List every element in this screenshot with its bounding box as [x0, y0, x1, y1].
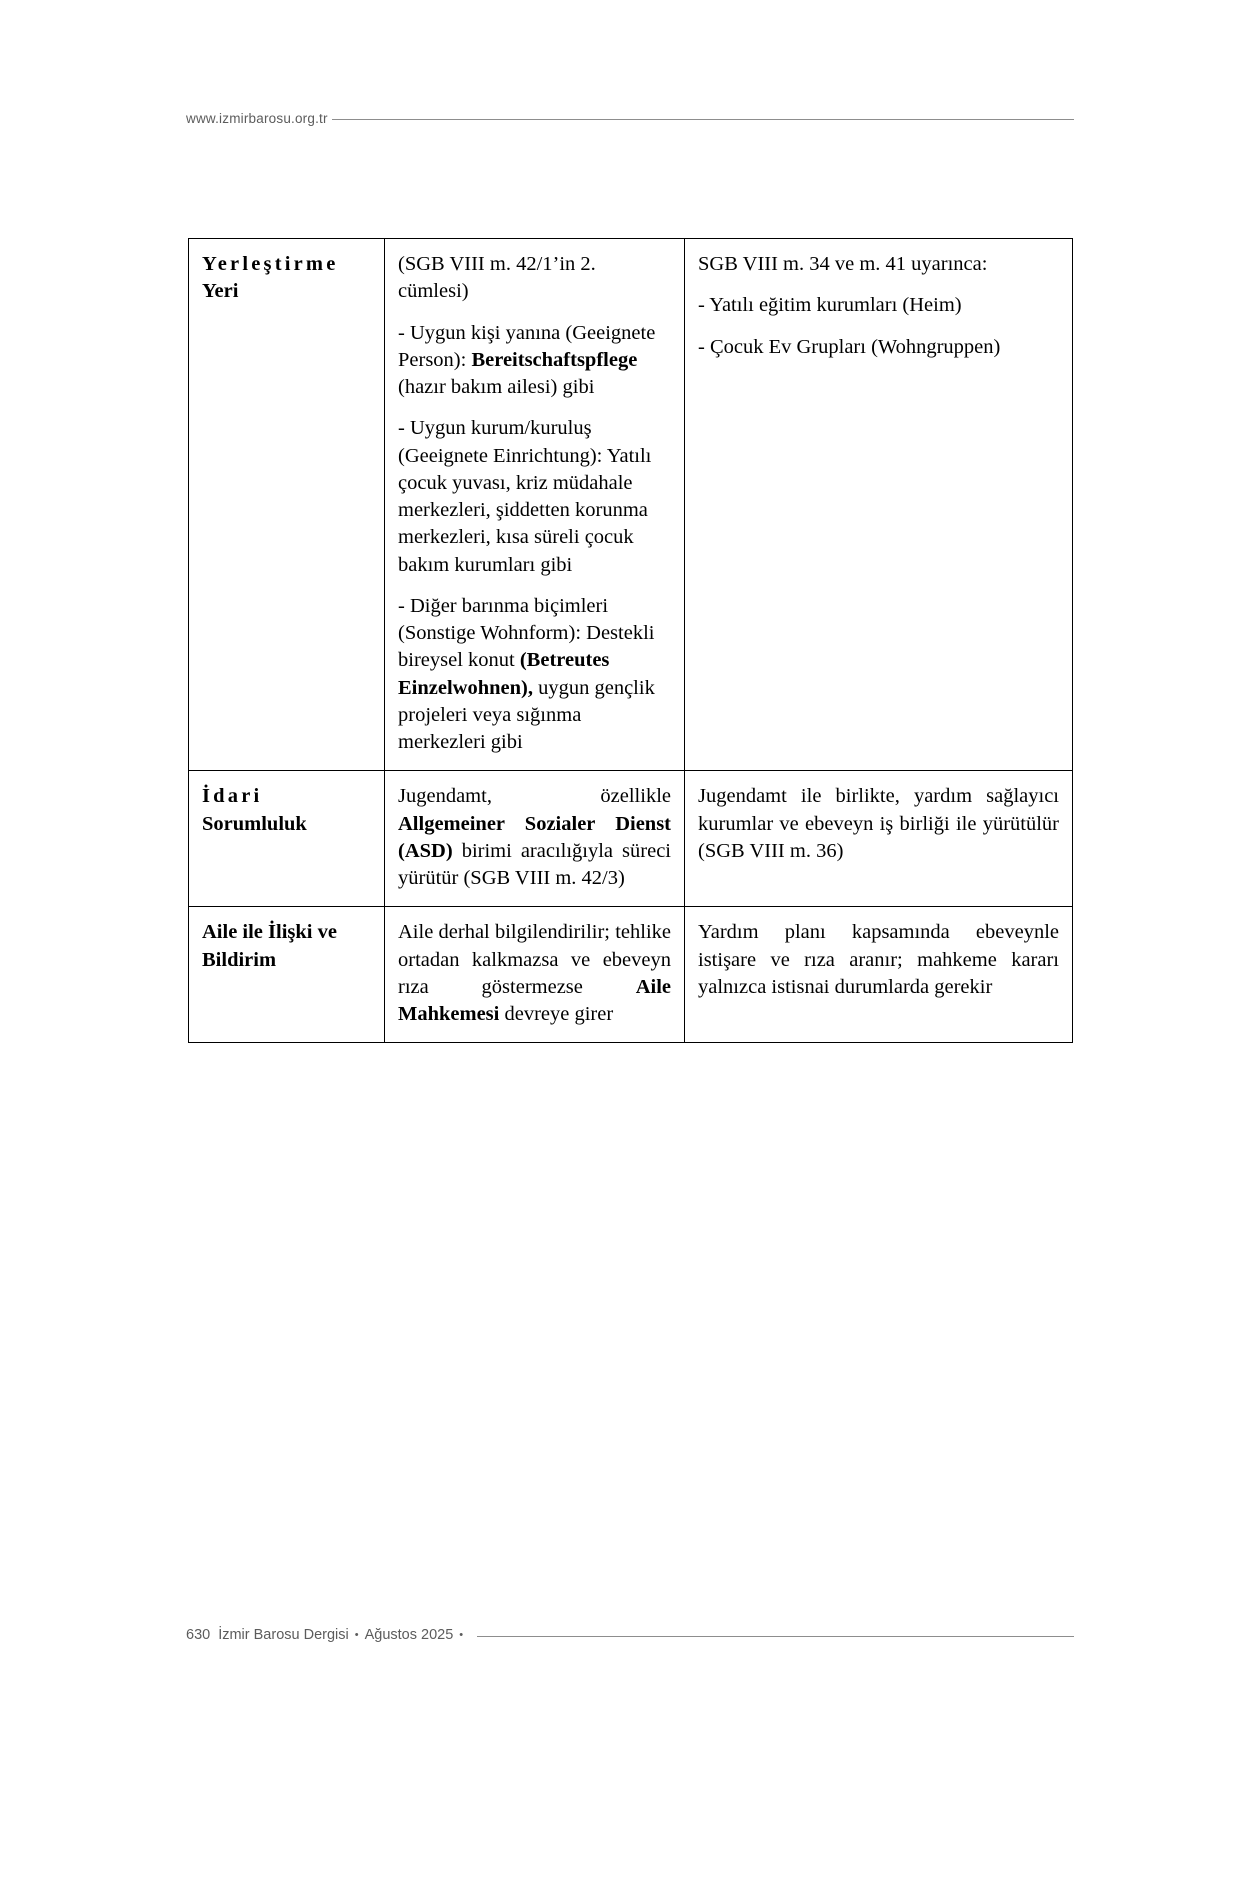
row3-col3 [685, 907, 1073, 1043]
row3-col2 [385, 907, 685, 1043]
paragraph: SGB VIII m. 34 ve m. 41 uyarınca: [698, 253, 988, 275]
paragraph: - Diğer barınma biçimleri (Sonstige Wohnform): Destekli bireysel konut (Betreutes Einzelwohnen), uygun gençlik projeleri veya sığınma merkezleri gibi [398, 594, 655, 753]
paragraph: - Uygun kişi yanına (Geeignete Person): Bereitschaftspflege (hazır bakım ailesi) gibi [398, 321, 656, 398]
page-footer [186, 1627, 1074, 1643]
row-label-line1: Aile ile İlişki ve Bildirim [202, 921, 337, 971]
row2-col3 [685, 771, 1073, 907]
footer-divider [477, 1636, 1074, 1637]
comparison-table [188, 238, 1073, 1043]
row2-col2 [385, 771, 685, 907]
row-label-yerlestirme-yeri [189, 239, 385, 771]
paragraph: (SGB VIII m. 42/1’in 2. cümlesi) [398, 253, 596, 303]
paragraph: Aile derhal bilgilendirilir; tehlike ortadan kalkmazsa ve ebeveyn rıza göstermezse Aile Mahkemesi devreye girer [398, 921, 671, 1025]
header-url: www.izmirbarosu.org.tr [186, 110, 328, 126]
table-row [189, 771, 1073, 907]
row-label-line2: Yeri [202, 280, 239, 303]
footer-end-mark: • [459, 1629, 464, 1641]
row1-col2 [385, 239, 685, 771]
footer-separator: • [354, 1629, 359, 1641]
table-row [189, 907, 1073, 1043]
row-label-aile-ile-iliski [189, 907, 385, 1043]
paragraph: - Çocuk Ev Grupları (Wohngruppen) [698, 335, 1001, 358]
header-divider [332, 119, 1074, 120]
table-row [189, 239, 1073, 771]
footer-journal-name: İzmir Barosu Dergisi [218, 1627, 349, 1643]
row-label-idari-sorumluluk [189, 771, 385, 907]
row-label-line1: İdari [202, 785, 263, 808]
footer-issue: Ağustos 2025 [364, 1627, 454, 1643]
paragraph: Jugendamt ile birlikte, yardım sağlayıcı kurumlar ve ebeveyn iş birliği ile yürütülür (SGB VIII m. 36) [698, 785, 1059, 862]
paragraph: - Yatılı eğitim kurumları (Heim) [698, 294, 962, 317]
footer-page-number: 630 [186, 1627, 211, 1643]
row1-col3 [685, 239, 1073, 771]
paragraph: - Uygun kurum/kuruluş (Geeignete Einrichtung): Yatılı çocuk yuvası, kriz müdahale merkezleri, şiddetten korunma merkezleri, kısa süreli çocuk bakım kurumları gibi [398, 417, 652, 576]
paragraph: Yardım planı kapsamında ebeveynle istişare ve rıza aranır; mahkeme kararı yalnızca istisnai durumlarda gerekir [698, 921, 1059, 998]
paragraph: Jugendamt, özellikle Allgemeiner Sozialer Dienst (ASD) birimi aracılığıyla süreci yürütür (SGB VIII m. 42/3) [398, 785, 671, 889]
row-label-line2: Sorumluluk [202, 812, 307, 835]
page-header [186, 108, 1074, 128]
row-label-line1: Yerleştirme [202, 253, 339, 275]
comparison-table-container [188, 238, 1072, 1043]
